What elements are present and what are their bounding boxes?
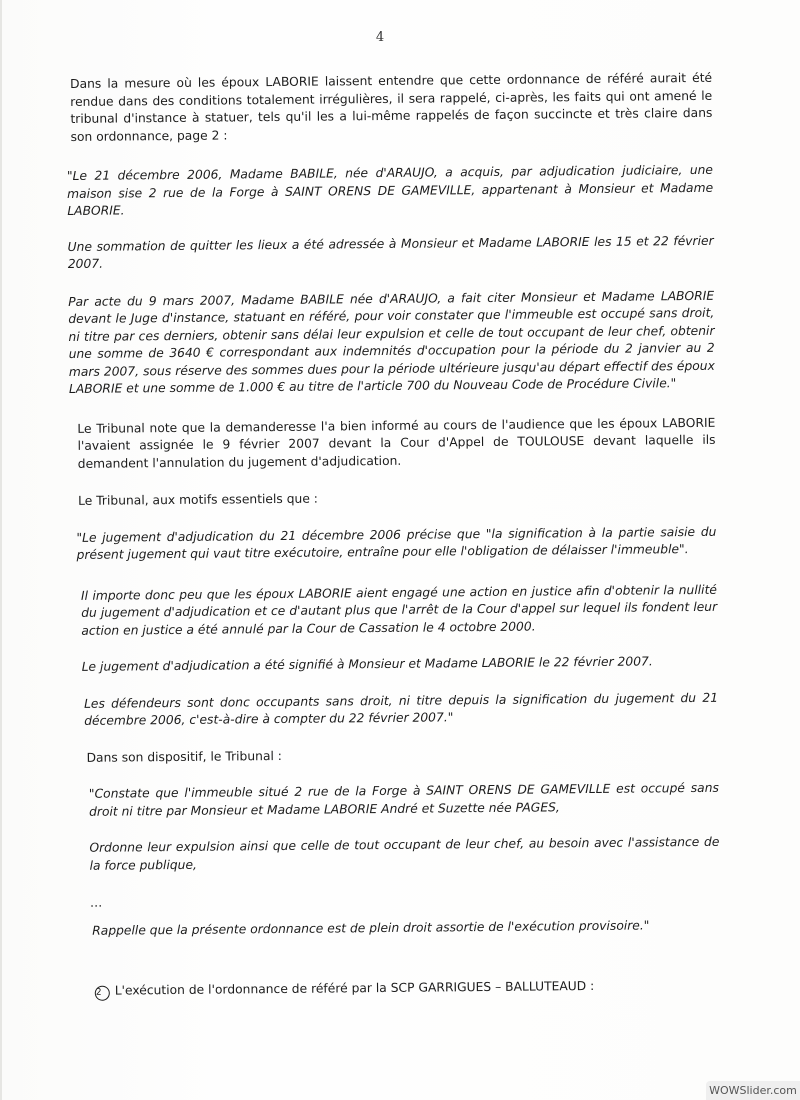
quote-signification: Le jugement d'adjudication a été signifié à Monsieur et Madame LABORIE le 22 février 2007. bbox=[81, 654, 653, 674]
circled-number-icon: 2 bbox=[95, 986, 110, 1001]
quote-constate: "Constate que l'immeuble situé 2 rue de la Forge à SAINT ORENS DE GAMEVILLE est occupé sans droit ni titre par Monsieur et Madame LABORIE André et Suzette née PAGES, bbox=[88, 780, 719, 819]
quote-ordonne-expulsion: Ordonne leur expulsion ainsi que celle de tout occupant de leur chef, au besoin avec l'assistance de la force publique, bbox=[89, 834, 720, 873]
section-heading-text: L'exécution de l'ordonnance de référé par la SCP GARRIGUES – BALLUTEAUD : bbox=[114, 978, 595, 998]
paragraph-intro: Dans la mesure où les époux LABORIE laissent entendre que cette ordonnance de référé aurait été rendue dans des conditions totalement irrégulières, il sera rappelé, ci-après, les faits qui ont amené le tribunal d'instance à statuer, tels qu'il les a lui-même rappelés de façon succincte et très claire dans son ordonnance, page 2 : bbox=[70, 70, 713, 144]
scan-edge bbox=[0, 0, 2, 1100]
ellipsis: … bbox=[89, 895, 103, 910]
watermark-badge: WOWSlider.com bbox=[706, 1081, 800, 1100]
quote-action-justice: Il importe donc peu que les époux LABORIE aient engagé une action en justice afin d'obtenir la nullité du jugement d'adjudication et ce d'autant plus que l'arrêt de la Cour d'appel sur lequel ils fondent leur action en justice a été annulé par la Cour de Cassation le 4 octobre 2000. bbox=[80, 582, 718, 638]
section-heading bbox=[95, 977, 721, 1001]
quote-acquisition: "Le 21 décembre 2006, Madame BABILE, née d'ARAUJO, a acquis, par adjudication judiciaire, une maison sise 2 rue de la Forge à SAINT ORENS DE GAMEVILLE, appartenant à Monsieur et Madame LABORIE. bbox=[66, 162, 714, 218]
quote-acte-citation: Par acte du 9 mars 2007, Madame BABILE née d'ARAUJO, a fait citer Monsieur et Madame LABORIE devant le Juge d'instance, statuant en référé, pour voir constater que l'immeuble est occupé sans droit, ni titre par ces derniers, obtenir sans délai leur expulsion et celle de tout occupant de leur chef, obtenir une somme de 3640 € correspondant aux indemnités d'occupation pour la période du 2 janvier au 2 mars 2007, sous réserve des sommes dues pour la période ultérieure jusqu'au départ effectif des époux LABORIE et une somme de 1.000 € au titre de l'article 700 du Nouveau Code de Procédure Civile." bbox=[68, 288, 715, 396]
quote-jugement-adjudication: "Le jugement d'adjudication du 21 décembre 2006 précise que "la signification à la partie saisie du présent jugement qui vaut titre exécutoire, entraîne pour elle l'obligation de délaisser l'immeuble". bbox=[76, 524, 717, 562]
quote-sommation: Une sommation de quitter les lieux a été adressée à Monsieur et Madame LABORIE les 15 et 22 février 2007. bbox=[67, 233, 714, 271]
paragraph-tribunal-note: Le Tribunal note que la demanderesse l'a bien informé au cours de l'audience que les époux LABORIE l'avaient assignée le 9 février 2007 devant la Cour d'Appel de TOULOUSE devant laquelle ils demandent l'annulation du jugement d'adjudication. bbox=[77, 415, 716, 471]
paragraph-dispositif: Dans son dispositif, le Tribunal : bbox=[86, 748, 282, 765]
quote-defendeurs: Les défendeurs sont donc occupants sans droit, ni titre depuis la signification du jugement du 21 décembre 2006, c'est-à-dire à compter du 22 février 2007." bbox=[83, 690, 719, 728]
page-number: 4 bbox=[375, 30, 385, 45]
quote-execution-provisoire: Rappelle que la présente ordonnance est de plein droit assortie de l'exécution provisoire." bbox=[92, 917, 650, 938]
paragraph-tribunal-motifs: Le Tribunal, aux motifs essentiels que : bbox=[78, 491, 318, 508]
document-body bbox=[66, 70, 721, 1001]
